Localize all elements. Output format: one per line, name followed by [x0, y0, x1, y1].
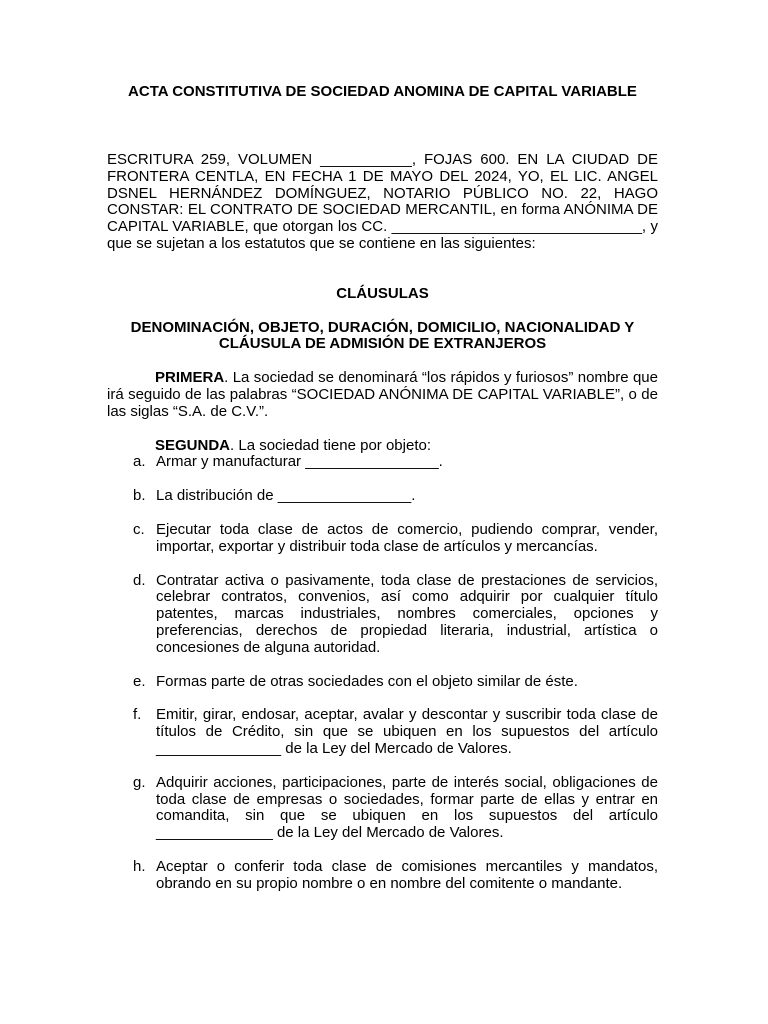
intro-text: ESCRITURA 259, VOLUMEN ___________, FOJAS 600. EN LA CIUDAD DE FRONTERA CENTLA, EN FECHA 1 DE MAYO DEL 2024, YO, EL LIC. ANGEL DSNEL HERNÁNDEZ DOMÍNGUEZ, NOTARIO PÚBLICO NO. 22, HAGO CONSTAR: EL CONTRATO DE SOCIEDAD MERCANTIL, en forma ANÓNIMA DE CAPITAL VARIABLE, que otorgan los CC. ______________________________, y que se sujetan a los estatutos que se contiene en las siguientes:: [107, 151, 658, 252]
list-item: [107, 707, 658, 757]
list-item-letter: b.: [133, 487, 146, 505]
section-heading: DENOMINACIÓN, OBJETO, DURACIÓN, DOMICILIO, NACIONALIDAD Y CLÁUSULA DE ADMISIÓN DE EXTRANJEROS: [130, 318, 635, 353]
intro-paragraph: [107, 152, 658, 253]
clause-primera-text: . La sociedad se denominará “los rápidos y furiosos” nombre que irá seguido de las palabras “SOCIEDAD ANÓNIMA DE CAPITAL VARIABLE”, o de las siglas “S.A. de C.V.”.: [107, 369, 658, 420]
list-item-letter: g.: [133, 773, 146, 791]
list-item-text: Emitir, girar, endosar, aceptar, avalar y descontar y suscribir toda clase de títulos de Crédito, sin que se ubiquen en los supuestos del artículo _______________ de la Ley del Mercado de Valores.: [156, 706, 658, 757]
list-item-letter: a.: [133, 453, 146, 471]
list-item-text: Formas parte de otras sociedades con el objeto similar de éste.: [156, 672, 578, 690]
clause-primera-label: PRIMERA: [155, 369, 225, 387]
list-item-letter: d.: [133, 571, 146, 589]
clause-primera: [107, 370, 658, 420]
clause-segunda-text: . La sociedad tiene por objeto:: [230, 436, 431, 454]
list-item: [107, 573, 658, 657]
objects-list: [107, 454, 658, 892]
list-item: [107, 488, 658, 505]
list-item: [107, 775, 658, 842]
list-item-text: Aceptar o conferir toda clase de comisiones mercantiles y mandatos, obrando en su propio nombre o en nombre del comitente o mandante.: [156, 857, 658, 892]
document-page: [107, 84, 658, 910]
clause-segunda-label: SEGUNDA: [155, 436, 231, 454]
clausulas-heading: CLÁUSULAS: [336, 284, 429, 302]
clause-segunda: [107, 438, 658, 893]
list-item-text: Ejecutar toda clase de actos de comercio, pudiendo comprar, vender, importar, exportar y distribuir toda clase de artículos y mercancías.: [156, 520, 658, 555]
list-item-letter: e.: [133, 672, 146, 690]
list-item-letter: c.: [133, 520, 145, 538]
list-item: [107, 674, 658, 691]
list-item-letter: h.: [133, 857, 146, 875]
list-item-letter: f.: [133, 706, 142, 724]
list-item-text: Contratar activa o pasivamente, toda clase de prestaciones de servicios, celebrar contratos, convenios, así como adquirir por cualquier título patentes, marcas industriales, nombres comerciales, opciones y preferencias, derechos de propiedad literaria, industrial, artística o concesiones de alguna autoridad.: [156, 571, 658, 656]
list-item-text: Adquirir acciones, participaciones, parte de interés social, obligaciones de toda clase de empresas o sociedades, formar parte de ellas y entrar en comandita, sin que se ubiquen en los supuestos del artículo ______________ de la Ley del Mercado de Valores.: [156, 773, 658, 842]
list-item-text: Armar y manufacturar ________________.: [156, 453, 443, 471]
document-title: ACTA CONSTITUTIVA DE SOCIEDAD ANOMINA DE CAPITAL VARIABLE: [128, 83, 637, 100]
list-item-text: La distribución de ________________.: [156, 487, 416, 505]
list-item: [107, 522, 658, 556]
list-item: [107, 859, 658, 893]
list-item: [107, 454, 658, 471]
